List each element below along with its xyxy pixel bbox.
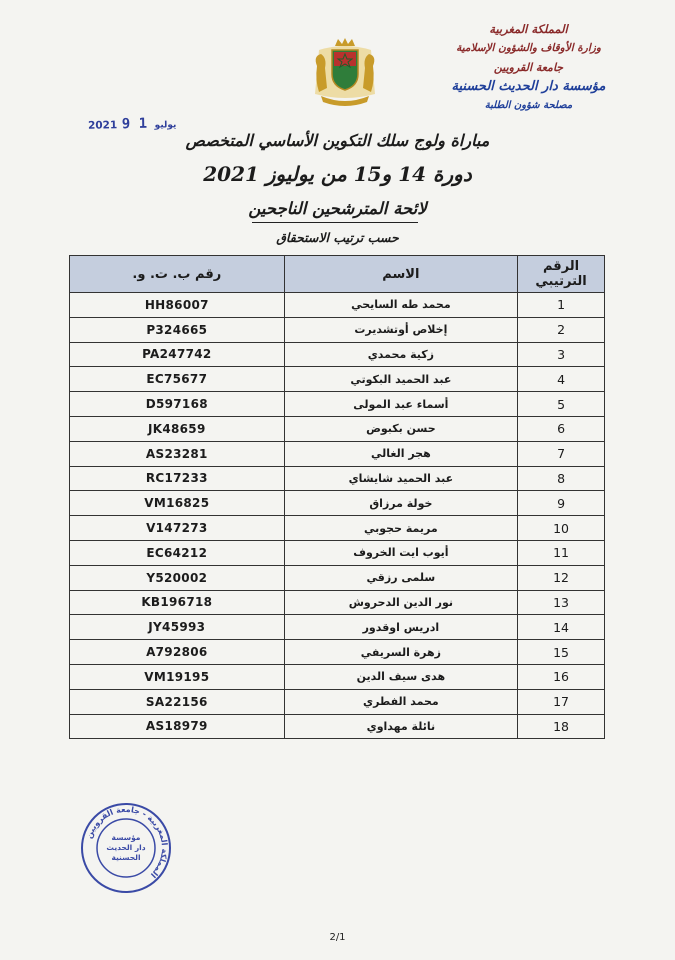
rank-cell: 8 [518,466,605,491]
official-seal-stamp [80,802,172,894]
letterhead-ministry: وزارة الأوقاف والشؤون الإسلامية [456,42,601,54]
table-row [70,615,605,640]
id-cell: SA22156 [70,689,285,714]
list-title: لائحة المترشحين الناجحين [248,199,427,218]
table-row [70,441,605,466]
table-row [70,293,605,318]
id-cell: VM19195 [70,664,285,689]
header-rank: الرقم الترتيبي [518,256,605,293]
name-cell: زهرة السريفي [284,640,517,665]
name-cell: سلمى رزقي [284,565,517,590]
rank-cell: 9 [518,491,605,516]
svg-text:مؤسسة: مؤسسة [111,833,141,842]
table-row [70,466,605,491]
id-cell: AS18979 [70,714,285,739]
date-day: 1 9 [121,115,148,133]
name-cell: إخلاص أوتشديرت [284,317,517,342]
table-header-row [70,256,605,293]
letterhead-institution: مؤسسة دار الحديث الحسنية [451,79,606,94]
name-cell: مريمة حجوبي [284,516,517,541]
name-cell: حسن بكبوض [284,416,517,441]
rank-cell: 1 [518,293,605,318]
name-cell: زكية محمدي [284,342,517,367]
name-cell: عبد الحميد شايشاي [284,466,517,491]
id-cell: JY45993 [70,615,285,640]
rank-cell: 10 [518,516,605,541]
letterhead [426,20,631,115]
id-cell: AS23281 [70,441,285,466]
letterhead-kingdom: المملكة المغربية [489,22,568,36]
ranking-subtitle: حسب ترتيب الاستحقاق [276,230,399,245]
id-cell: EC75677 [70,367,285,392]
rank-cell: 5 [518,392,605,417]
name-cell: ادريس اوقدور [284,615,517,640]
svg-text:دار الحديث: دار الحديث [106,843,146,852]
name-cell: عبد الحميد البكوتي [284,367,517,392]
rank-cell: 2 [518,317,605,342]
svg-text:المملكة المغربية - جامعة القرو: المملكة المغربية - جامعة القرويين [84,804,170,880]
coat-of-arms-icon [305,36,385,108]
rank-cell: 7 [518,441,605,466]
rank-cell: 6 [518,416,605,441]
rank-cell: 16 [518,664,605,689]
name-cell: هدى سيف الدين [284,664,517,689]
name-cell: محمد طه السايحي [284,293,517,318]
name-cell: أسماء عبد المولى [284,392,517,417]
table-row [70,491,605,516]
name-cell: نائلة مهداوي [284,714,517,739]
svg-text:الحسنية: الحسنية [111,853,141,862]
rank-cell: 15 [518,640,605,665]
name-cell: خولة مرزاق [284,491,517,516]
table-row [70,664,605,689]
id-cell: HH86007 [70,293,285,318]
name-cell: هجر الغالي [284,441,517,466]
rank-cell: 13 [518,590,605,615]
table-row [70,342,605,367]
date-year: 2021 [87,119,118,132]
name-cell: نور الدين الدحروش [284,590,517,615]
id-cell: PA247742 [70,342,285,367]
header-name: الاسم [284,256,517,293]
results-table [69,255,605,739]
id-cell: P324665 [70,317,285,342]
session-title: دورة 14 و15 من يوليوز 2021 [203,162,472,186]
id-cell: Y520002 [70,565,285,590]
table-row [70,317,605,342]
header-id: رقم ب. ت. و. [70,256,285,293]
rank-cell: 18 [518,714,605,739]
rank-cell: 4 [518,367,605,392]
rank-cell: 11 [518,540,605,565]
id-cell: V147273 [70,516,285,541]
id-cell: D597168 [70,392,285,417]
table-row [70,416,605,441]
id-cell: EC64212 [70,540,285,565]
id-cell: RC17233 [70,466,285,491]
table-row [70,640,605,665]
table-row [70,540,605,565]
rank-cell: 3 [518,342,605,367]
table-row [70,392,605,417]
table-row [70,565,605,590]
table-row [70,689,605,714]
page-number: 2/1 [329,932,346,943]
table-row [70,367,605,392]
id-cell: KB196718 [70,590,285,615]
letterhead-service: مصلحة شؤون الطلبة [484,100,573,111]
letterhead-university: جامعة القرويين [493,61,564,74]
rank-cell: 17 [518,689,605,714]
rank-cell: 12 [518,565,605,590]
table-row [70,590,605,615]
id-cell: JK48659 [70,416,285,441]
date-month: يوليو [154,120,177,131]
list-title-underline [252,222,418,223]
id-cell: A792806 [70,640,285,665]
name-cell: أيوب ايت الخروف [284,540,517,565]
table-row [70,714,605,739]
table-row [70,516,605,541]
exam-title: مباراة ولوج سلك التكوين الأساسي المتخصص [185,131,490,150]
rank-cell: 14 [518,615,605,640]
id-cell: VM16825 [70,491,285,516]
name-cell: محمد الفطري [284,689,517,714]
